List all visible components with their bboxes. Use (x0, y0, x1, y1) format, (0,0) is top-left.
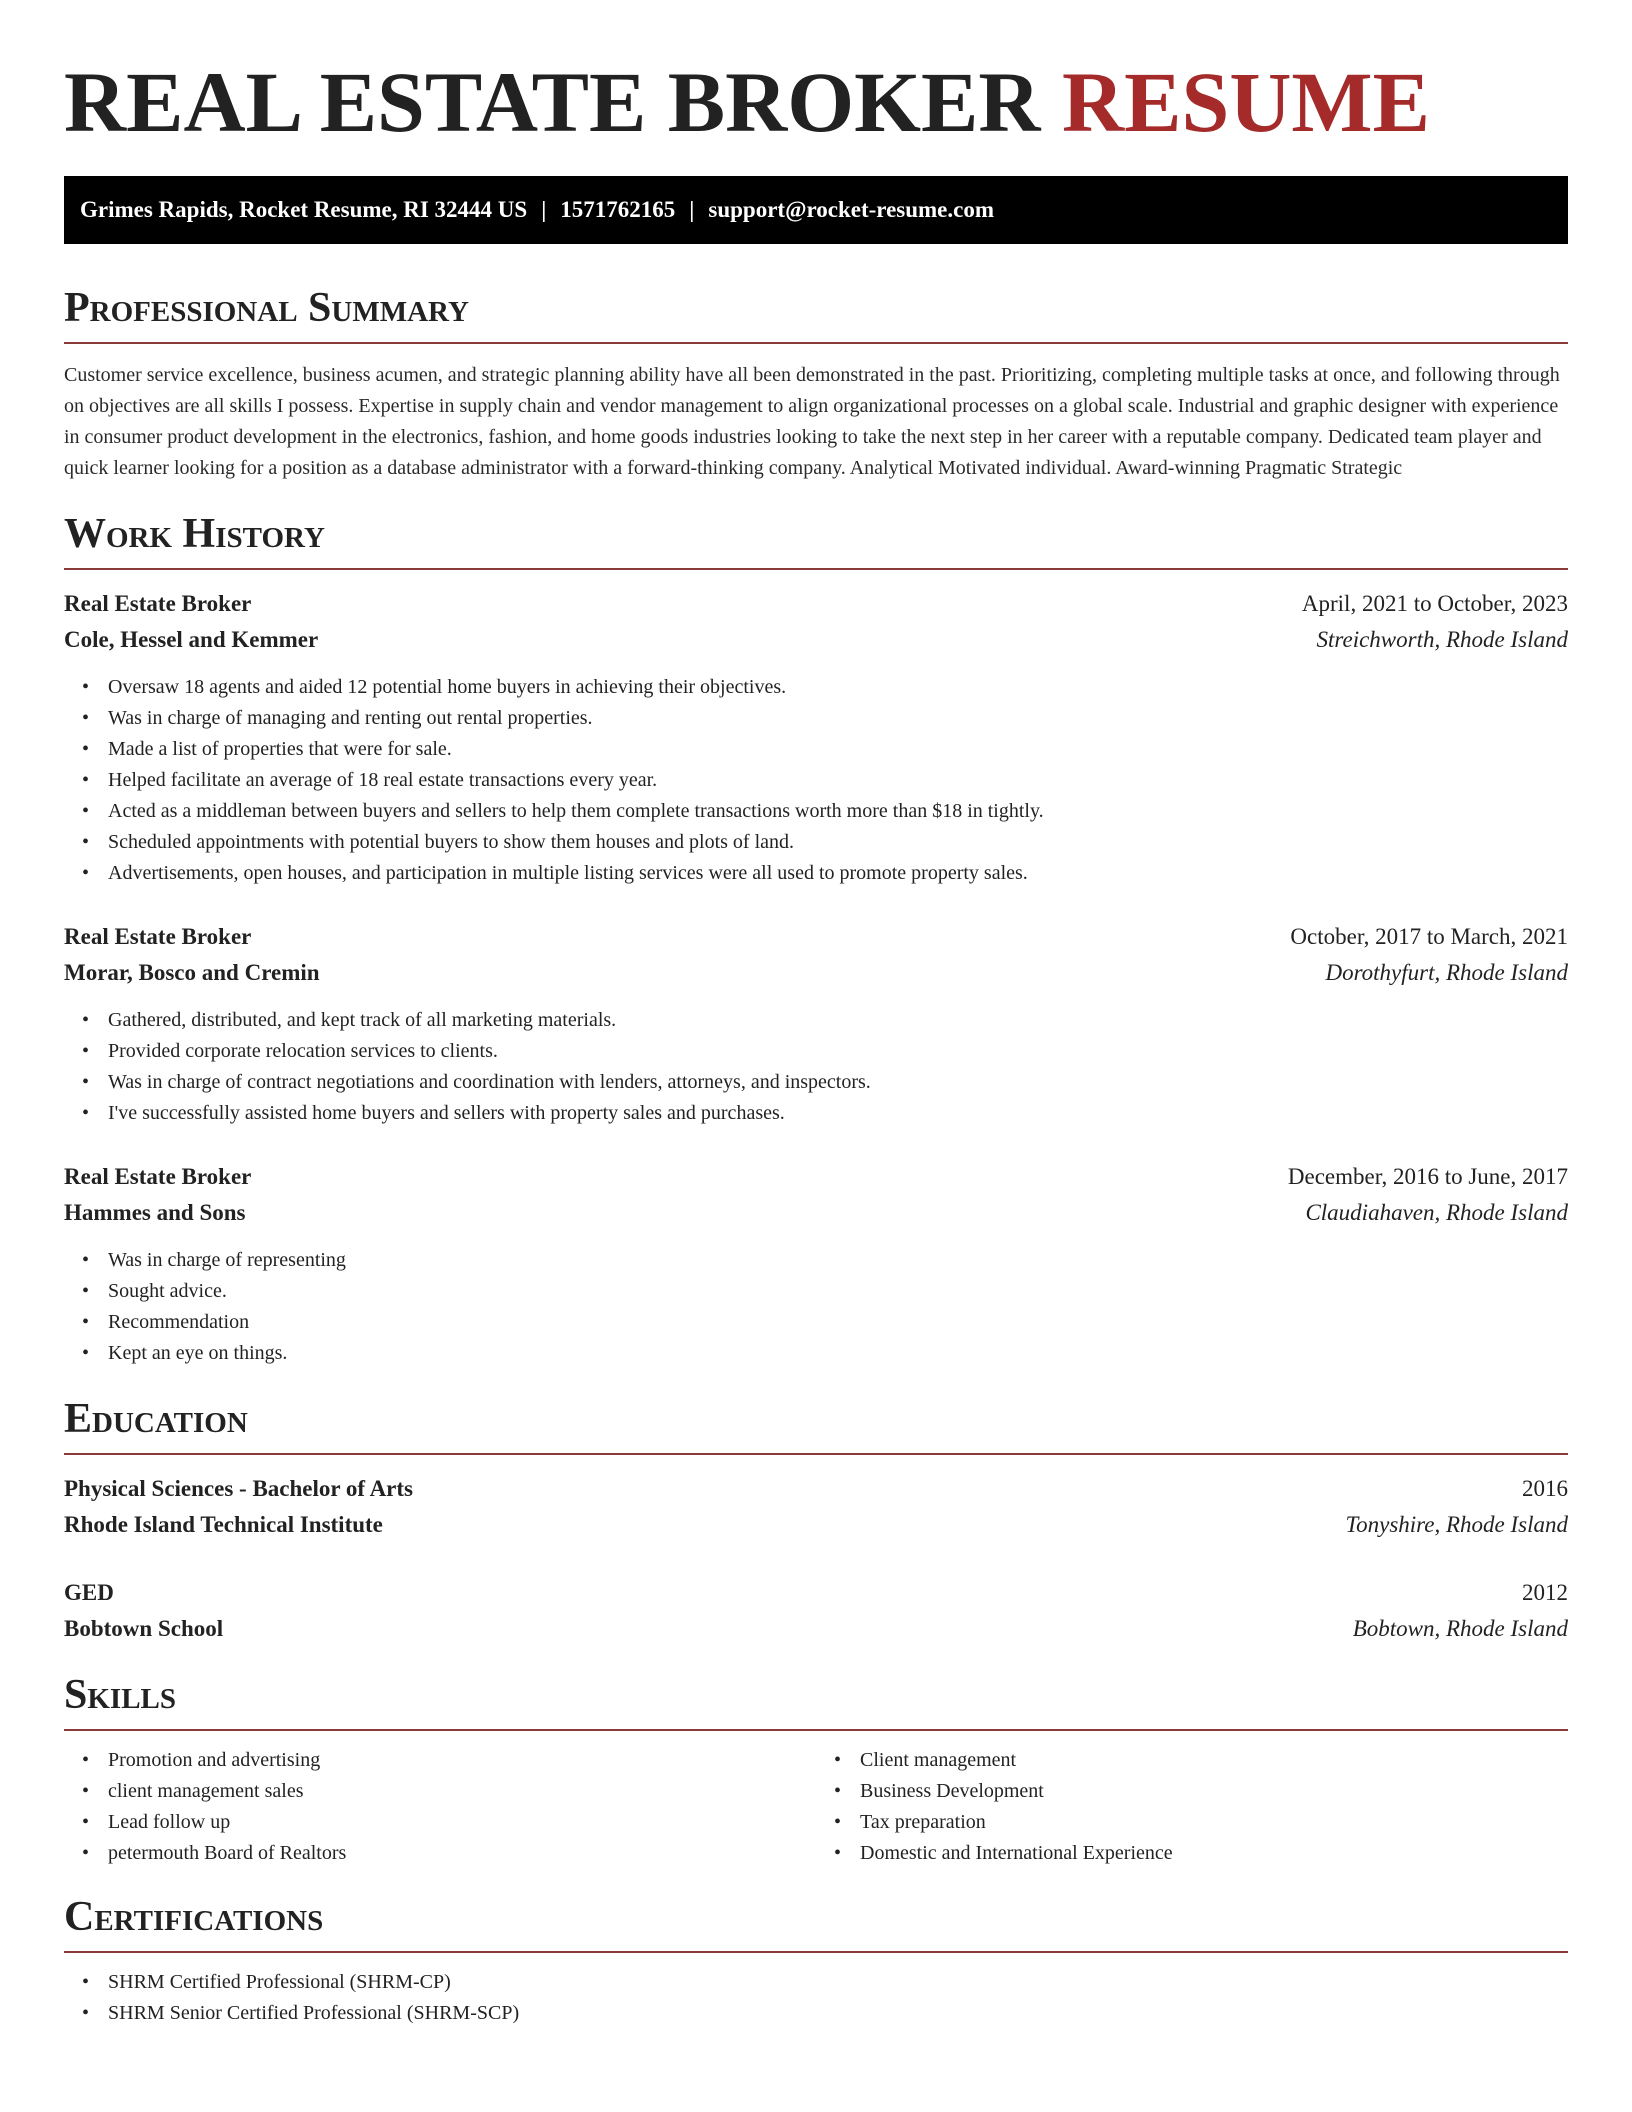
education-year: 2016 (1522, 1476, 1568, 1501)
job-dates: April, 2021 to October, 2023 (1301, 591, 1568, 616)
job-entry (64, 1159, 1568, 1369)
certifications-heading: Certifications (64, 1893, 1568, 1953)
job-company-row (64, 955, 1568, 991)
list-item: • Kept an eye on things. (108, 1338, 1568, 1369)
list-item: • Sought advice. (108, 1276, 1568, 1307)
education-heading: Education (64, 1395, 1568, 1455)
skills-section (64, 1671, 1568, 1869)
contact-separator: | (689, 197, 695, 222)
education-section (64, 1395, 1568, 1647)
education-year: 2012 (1522, 1580, 1568, 1605)
job-entry (64, 919, 1568, 1129)
skills-list-right (816, 1745, 1568, 1869)
education-school-row (64, 1611, 1568, 1647)
list-item: • client management sales (108, 1776, 816, 1807)
education-location: Tonyshire, Rhode Island (1345, 1512, 1568, 1537)
list-item: • Advertisements, open houses, and participation in multiple listing services were all used to promote property sales. (108, 858, 1568, 889)
education-entry (64, 1575, 1568, 1647)
job-dates: October, 2017 to March, 2021 (1290, 924, 1568, 949)
job-header-row (64, 1159, 1568, 1195)
education-school: Bobtown School (64, 1616, 224, 1641)
title-main: REAL ESTATE BROKER (64, 54, 1041, 150)
list-item: • Was in charge of contract negotiations and coordination with lenders, attorneys, and inspectors. (108, 1067, 1568, 1098)
list-item: • Was in charge of representing (108, 1245, 1568, 1276)
job-location: Dorothyfurt, Rhode Island (1325, 960, 1568, 985)
education-degree: GED (64, 1580, 114, 1605)
summary-text: Customer service excellence, business acumen, and strategic planning ability have all been demonstrated in the past. Prioritizing, completing multiple tasks at once, and following through on objectives are all skills I possess. Expertise in supply chain and vendor management to align organizational processes on a global scale. Industrial and graphic designer with experience in consumer product development in the electronics, fashion, and home goods industries looking to take the next step in her career with a reputable company. Dedicated team player and quick learner looking for a position as a database administrator with a forward-thinking company. Analytical Motivated individual. Award-winning Pragmatic Strategic (64, 364, 1560, 479)
contact-phone: 1571762165 (560, 197, 676, 222)
job-header-row (64, 586, 1568, 622)
education-school-row (64, 1507, 1568, 1543)
list-item: • SHRM Senior Certified Professional (SHRM-SCP) (108, 1998, 1568, 2029)
contact-email: support@rocket-resume.com (708, 197, 995, 222)
summary-section (64, 284, 1568, 484)
education-school: Rhode Island Technical Institute (64, 1512, 383, 1537)
job-bullets (64, 1005, 1568, 1129)
skills-grid (64, 1745, 1568, 1869)
list-item: • Domestic and International Experience (860, 1838, 1568, 1869)
education-header-row (64, 1575, 1568, 1611)
list-item: • Client management (860, 1745, 1568, 1776)
skills-list-left (64, 1745, 816, 1869)
contact-separator: | (541, 197, 547, 222)
page-title (64, 0, 1568, 176)
contact-address: Grimes Rapids, Rocket Resume, RI 32444 US (80, 197, 528, 222)
work-heading: Work History (64, 510, 1568, 570)
certifications-list (64, 1967, 1568, 2029)
job-company: Cole, Hessel and Kemmer (64, 627, 319, 652)
list-item: • Was in charge of managing and renting out rental properties. (108, 703, 1568, 734)
list-item: • Oversaw 18 agents and aided 12 potential home buyers in achieving their objectives. (108, 672, 1568, 703)
job-company: Hammes and Sons (64, 1200, 246, 1225)
list-item: • petermouth Board of Realtors (108, 1838, 816, 1869)
list-item: • Scheduled appointments with potential buyers to show them houses and plots of land. (108, 827, 1568, 858)
job-company-row (64, 622, 1568, 658)
job-bullets (64, 672, 1568, 889)
list-item: • Promotion and advertising (108, 1745, 816, 1776)
job-header-row (64, 919, 1568, 955)
job-title: Real Estate Broker (64, 1164, 252, 1189)
job-dates: December, 2016 to June, 2017 (1287, 1164, 1568, 1189)
education-degree: Physical Sciences - Bachelor of Arts (64, 1476, 413, 1501)
job-title: Real Estate Broker (64, 591, 252, 616)
list-item: • Provided corporate relocation services to clients. (108, 1036, 1568, 1067)
job-entry (64, 586, 1568, 889)
job-title: Real Estate Broker (64, 924, 252, 949)
job-company: Morar, Bosco and Cremin (64, 960, 320, 985)
list-item: • Acted as a middleman between buyers and sellers to help them complete transactions worth more than $18 in tightly. (108, 796, 1568, 827)
job-location: Streichworth, Rhode Island (1316, 627, 1568, 652)
list-item: • Tax preparation (860, 1807, 1568, 1838)
education-location: Bobtown, Rhode Island (1352, 1616, 1568, 1641)
contact-bar (64, 176, 1568, 244)
resume-content (64, 0, 1568, 2029)
list-item: • Made a list of properties that were for sale. (108, 734, 1568, 765)
list-item: • Lead follow up (108, 1807, 816, 1838)
skills-heading: Skills (64, 1671, 1568, 1731)
work-section (64, 510, 1568, 1369)
list-item: • Gathered, distributed, and kept track of all marketing materials. (108, 1005, 1568, 1036)
list-item: • Business Development (860, 1776, 1568, 1807)
certifications-section (64, 1893, 1568, 2029)
education-header-row (64, 1471, 1568, 1507)
education-entry (64, 1471, 1568, 1543)
job-bullets (64, 1245, 1568, 1369)
list-item: • SHRM Certified Professional (SHRM-CP) (108, 1967, 1568, 1998)
list-item: • Recommendation (108, 1307, 1568, 1338)
list-item: • Helped facilitate an average of 18 real estate transactions every year. (108, 765, 1568, 796)
job-company-row (64, 1195, 1568, 1231)
list-item: • I've successfully assisted home buyers and sellers with property sales and purchases. (108, 1098, 1568, 1129)
summary-heading: Professional Summary (64, 284, 1568, 344)
job-location: Claudiahaven, Rhode Island (1305, 1200, 1568, 1225)
title-accent: RESUME (1062, 54, 1430, 150)
